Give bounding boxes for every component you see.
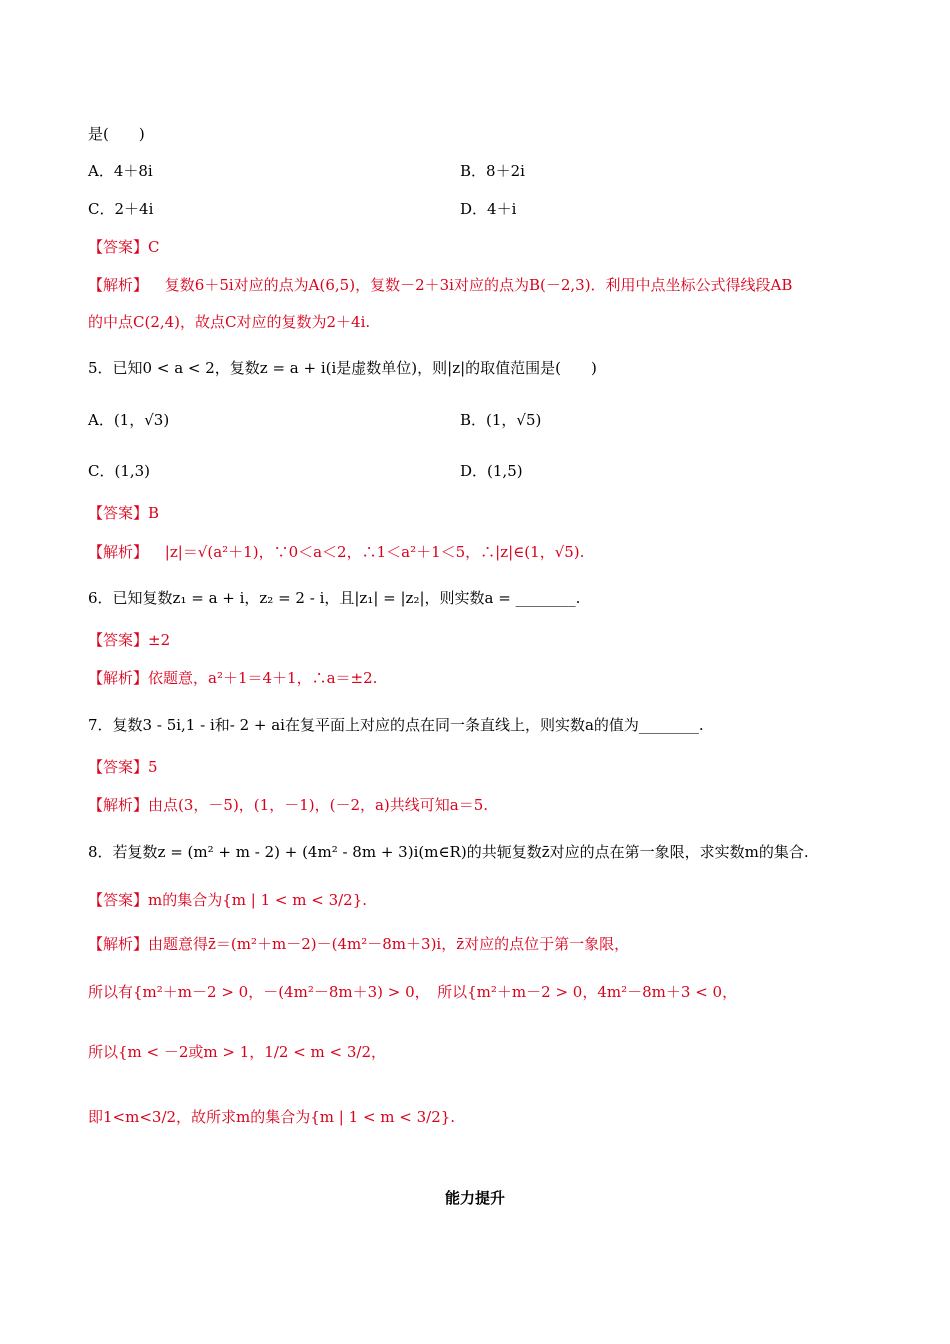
- q5-analysis-line: [88, 540, 862, 564]
- q8-analysis-line-3: 所以{m < －2或m > 1，1/2 < m < 3/2，: [88, 1043, 387, 1061]
- q7-analysis: 由点(3，－5)，(1，－1)，(－2，a)共线可知a＝5.: [148, 796, 489, 814]
- q5-answer: B: [148, 504, 160, 522]
- q4-stem-tail: 是( ): [88, 125, 145, 143]
- q4-option-c: C．2＋4i: [88, 200, 154, 218]
- section-title: 能力提升: [444, 1189, 505, 1207]
- analysis-tag: 【解析】: [88, 543, 149, 561]
- q6-analysis: 依题意，a²＋1＝4＋1，∴a＝±2.: [148, 669, 378, 687]
- q7-stem: 7．复数3 - 5i,1 - i和- 2 + ai在复平面上对应的点在同一条直线上，则实数a的值为________.: [88, 716, 704, 734]
- q5-analysis: |z|＝√(a²＋1)，∵0＜a＜2，∴1＜a²＋1＜5，∴|z|∈(1，√5).: [164, 543, 585, 561]
- q6-answer: ±2: [148, 631, 171, 649]
- q5-option-b: B．(1，√5): [460, 411, 542, 429]
- analysis-tag: 【解析】: [88, 935, 149, 953]
- q5-option-c: C．(1,3): [88, 462, 151, 480]
- q4-option-d: D．4＋i: [460, 200, 517, 218]
- q6-stem: 6．已知复数z₁ = a + i，z₂ = 2 - i，且|z₁| = |z₂|，则实数a = ________.: [88, 589, 581, 607]
- q5-option-a: A．(1，√3): [88, 411, 170, 429]
- q4-option-a: A．4＋8i: [88, 162, 153, 180]
- q5-option-d: D．(1,5): [460, 462, 523, 480]
- analysis-tag: 【解析】: [88, 796, 149, 814]
- q5-stem: 5．已知0 < a < 2，复数z = a + i(i是虚数单位)，则|z|的取值范围是( ): [88, 359, 597, 377]
- q4-analysis-line-1: [88, 273, 862, 297]
- q8-analysis-line-2: 所以有{m²＋m－2 > 0，－(4m²－8m＋3) > 0， 所以{m²＋m－2 > 0，4m²－8m＋3 < 0，: [88, 983, 738, 1001]
- q4-analysis-1: 复数6＋5i对应的点为A(6,5)，复数－2＋3i对应的点为B(－2,3)．利用中点坐标公式得线段AB: [164, 276, 793, 294]
- answer-tag: 【答案】: [88, 238, 149, 256]
- q4-answer-line: [88, 235, 862, 259]
- q7-answer-line: [88, 755, 862, 779]
- q8-analysis-line-4: 即1<m<3/2，故所求m的集合为{m | 1 < m < 3/2}.: [88, 1108, 456, 1126]
- answer-tag: 【答案】: [88, 758, 149, 776]
- q8-answer: m的集合为{m | 1 < m < 3/2}.: [148, 891, 368, 909]
- q5-answer-line: [88, 501, 862, 525]
- q8-answer-line: [88, 888, 862, 912]
- q8-stem: 8．若复数z = (m² + m - 2) + (4m² - 8m + 3)i(m∈R)的共轭复数z̄对应的点在第一象限，求实数m的集合.: [88, 843, 809, 861]
- q7-analysis-line: [88, 793, 862, 817]
- q4-answer: C: [148, 238, 160, 256]
- answer-tag: 【答案】: [88, 504, 149, 522]
- analysis-tag: 【解析】: [88, 669, 149, 687]
- q6-analysis-line: [88, 666, 862, 690]
- analysis-tag: 【解析】: [88, 276, 149, 294]
- q4-analysis-line-2: 的中点C(2,4)，故点C对应的复数为2＋4i.: [88, 313, 371, 331]
- q7-answer: 5: [148, 758, 158, 776]
- q6-answer-line: [88, 628, 862, 652]
- q8-analysis-line-1: [88, 932, 862, 956]
- q8-analysis-1: 由题意得z̄＝(m²＋m－2)－(4m²－8m＋3)i，z̄对应的点位于第一象限，: [148, 935, 630, 953]
- answer-tag: 【答案】: [88, 631, 149, 649]
- answer-tag: 【答案】: [88, 891, 149, 909]
- q4-option-b: B．8＋2i: [460, 162, 525, 180]
